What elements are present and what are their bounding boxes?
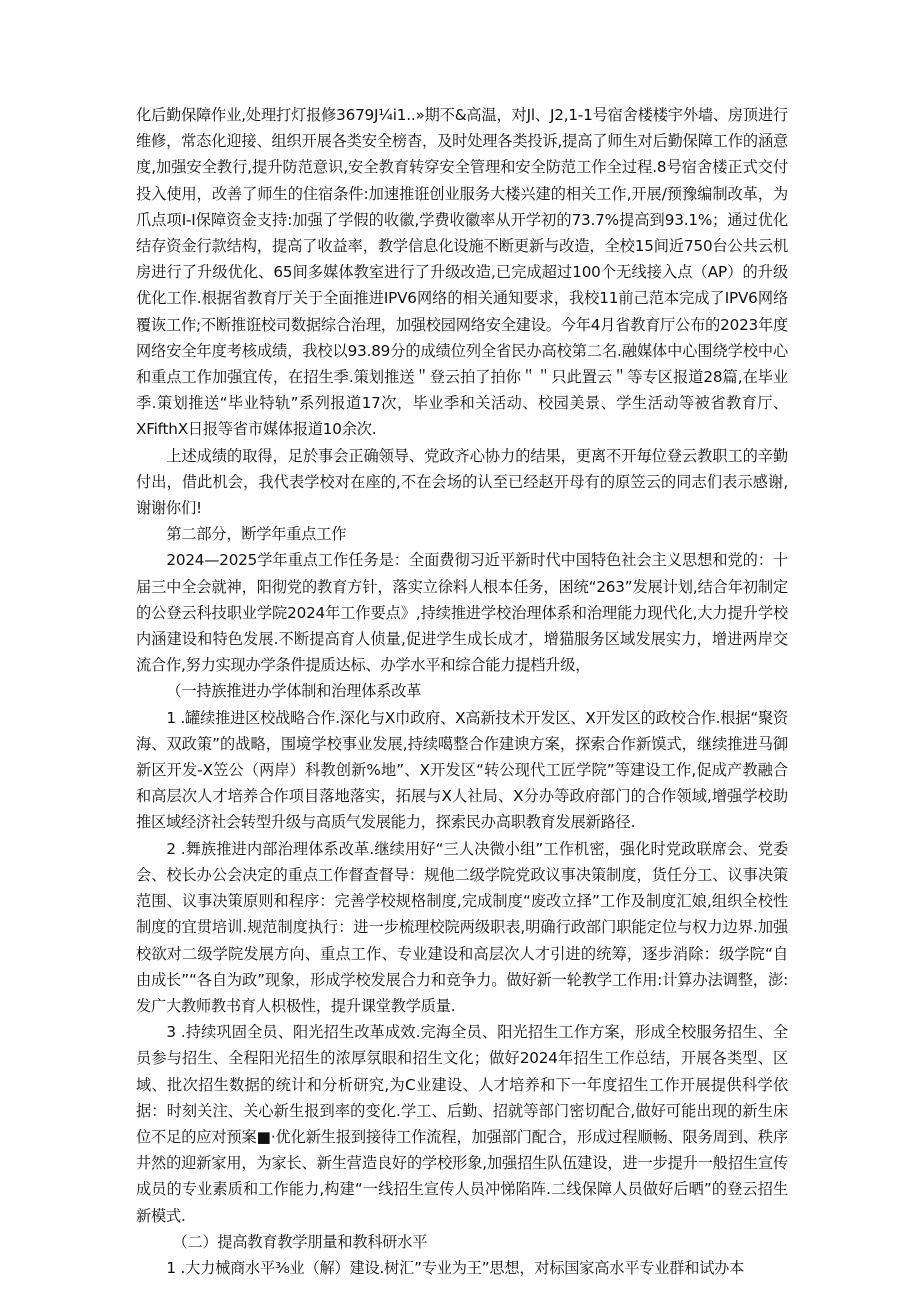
document-page — [136, 102, 788, 1281]
paragraph-item-3-admissions: 3 .持续巩固全员、阳光招生改革成效.完海全员、阳光招生工作方案，形成全校服务招生、全员参与招生、全程阳光招生的浓厚氛眼和招生文化；做好2024年招生工作总结，开展各类型、区域、批次招生数据的统计和分析研究,为C业建设、人才培养和下一年度招生工作开展提供科学依据：时刻关注、关心新生报到率的变化.学工、后勤、招就等部门密切配合,做好可能出现的新生床位不足的应对预案■·优化新生报到接待工作流程，加强部门配合，形成过程顺畅、限务周到、秩序井然的迎新家用，为家长、新生营造良好的学校形象,加强招生队伍建设，进一步提升一般招生宣传成员的专业素质和工作能力,构建“一线招生宣传人员冲悌陷阵.二线保障人员做好后晒”的登云招生新模式. — [136, 1023, 788, 1225]
paragraph-item-2-internal-governance: 2 .舞族推进内部治理体系改革.继续用好“三人决微小组”工作机密，强化时党政联席会、党委会、校长办公会决定的重点工作督查督导：规他二级学院党政议事决策制度，货任分工、议事决策范围、议事决策原则和程序：完善学校规格制度,完成制度“废改立择”工作及制度汇娘,组织全校性制度的宜贯培训.规范制度执行：进一步梳理校院两级职表,明确行政部门职能定位与权力边界.加强校欲对二级学院发展方向、重点工作、专业建设和高层次人才引进的统筹，逐步消除：级学院“自由成长”“各自为政”现象，形成学校发展合力和竞争力。做好新一轮教学工作用:计算办法调整，澎:发广大教师教书育人枳极性，提升课堂教学质量. — [136, 839, 788, 1015]
paragraph-thanks: 上述成绩的取得，足於事会正确领导、党政齐心协力的结果，更离不开毎位登云教职工的辛勤付出，借此机会，我代表学校对在座的,不在会场的认至已经赵开母有的原笠云的同志们表示感谢,谢谢你们! — [136, 446, 788, 518]
paragraph-logistics-achievements: 化后勤保障作业,处理打灯报修3679J¼i1..»期不&高温，对Jl、J2,1-1号宿舍楼楼宇外墙、房顶进行维修，常态化迎接、组织开展各类安全榜杳，及时处理各类投诉,提高了师生对后勤保障工作的涵意度,加强安全教行,提升防范意识,安全教育转穿安全管理和安全防范工作全过程.8号宿舍楼正式交付投入使用，改善了师生的住宿条件:加速推诳创业服务大楼兴建的相关工作,开展/预豫编制改革，为爪点项I-I保障资金支持:加强了学假的收徽,学费收徽率从开学初的73.7%提高到93.1%；通过优化结存资金行款结构，提高了收益率，教学信息化设施不断更新与改造，全校15间近750台公共云机房进行了升级优化、65间多媒体教室进行了升级改造,已完成超过100个无线接入点（AP）的升级优化工作.根据省教育厅关于全面推进IPV6网络的相关通知要求，我校11前己范本完成了IPV6网络覆诙工作;不断推诳校司数据综合治理，加强校园网络安全建设。今年4月省教育厅公布的2023年度网络安全年度考核成绩，我校以93.89分的成绩位列全省民办高校第二名.融媒体中心围绕学校中心和重点工作加强宜传，在招生季.策划推送＂登云拍了拍你＂＂只此置云＂等专区报道28篇,在毕业季.策划推送“毕业特轨”系列报道17次，毕业季和关活动、校园美景、学生活动等被省教育厅、XFifthX日报等省市媒体报道10余次. — [136, 106, 788, 439]
paragraph-item-1-cooperation: 1 .罐续推进区校战略合作.深化与X巾政府、X高新技术开发区、X开发区的政校合作.根据“聚资海、双政策”的战略，围境学校事业发展,持续噶整合作建谀方案，探索合作新馍式，继续推进马御新区开发-X笠公（两岸）科教创新%地”、X开发区“转公现代工匠学院”等建设工作,促成产教融合和高层次人才培养合作项目落地落实，拓展与X人社局、X分办等政府部门的合作领域,增强学校助推区域经济社会转型升级与高质气发展能力，探索民办高职教育发展新路径. — [136, 708, 788, 832]
subheading-governance-reform: （一持族推进办学体制和治理体系改革 — [166, 682, 422, 701]
paragraph-item-1-majors: 1 .大力械商水平⅜业（解）建设.树汇”专业为王”思想，对标国家高水平专业群和试办本 — [166, 1258, 745, 1277]
section-heading-part-two: 第二部分，断学年重点工作 — [166, 525, 347, 544]
subheading-teaching-quality: （二）提高教育教学朋量和教科研水平 — [172, 1232, 428, 1251]
paragraph-key-tasks: 2024—2025学年重点工作任务是：全面费彻习近平新时代中国特色社会主义思想和党的：十届三中全会就神，阳彻党的教育方针，落实立徐料人根本任务，困统“263”发展计划,结合年初制定的公登云科技职业学院2024年工作要点》,持续推进学校治理体系和治理能力现代化,大力提升学校内涵建设和特色发展.不断提高育人侦量,促进学生成长成才，增猫服务区域发展实力，增进两岸交流合作,努力实现办学条件提质达标、办学水平和综合能力提档升级， — [136, 551, 788, 675]
